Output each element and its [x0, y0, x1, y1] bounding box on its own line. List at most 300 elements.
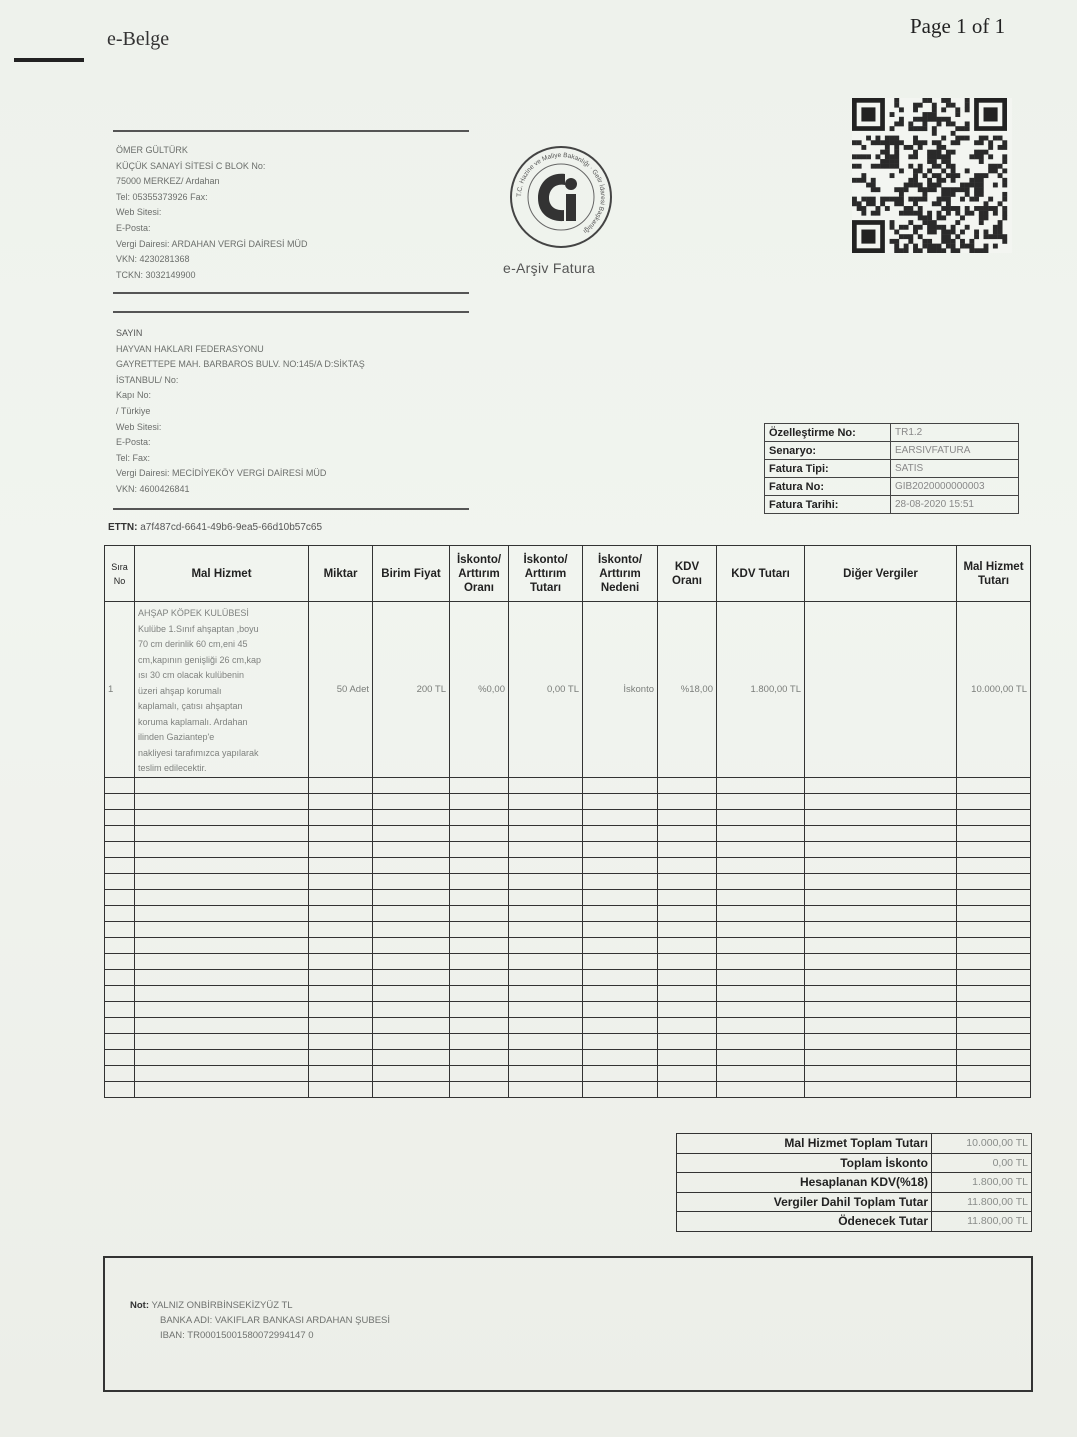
empty-cell — [135, 889, 309, 905]
empty-cell — [805, 857, 957, 873]
spec-value: GIB2020000000003 — [891, 478, 1019, 496]
spec-row — [765, 496, 1019, 514]
empty-cell — [805, 905, 957, 921]
empty-cell — [509, 1033, 583, 1049]
totals-row — [677, 1153, 1032, 1173]
empty-cell — [717, 809, 805, 825]
empty-cell — [105, 1049, 135, 1065]
empty-cell — [583, 985, 658, 1001]
empty-cell — [957, 1049, 1031, 1065]
table-row-empty — [105, 953, 1031, 969]
col-header-item: Mal Hizmet — [135, 546, 309, 602]
spec-key: Fatura Tarihi: — [765, 496, 891, 514]
spec-key: Fatura No: — [765, 478, 891, 496]
empty-cell — [373, 841, 450, 857]
empty-cell — [717, 921, 805, 937]
empty-cell — [309, 969, 373, 985]
empty-cell — [717, 1017, 805, 1033]
empty-cell — [717, 841, 805, 857]
empty-cell — [805, 1001, 957, 1017]
desc-line: ilinden Gaziantep'e — [138, 732, 215, 742]
col-header-vat-amount: KDV Tutarı — [717, 546, 805, 602]
table-row-empty — [105, 825, 1031, 841]
empty-cell — [509, 809, 583, 825]
empty-cell — [373, 1017, 450, 1033]
empty-cell — [658, 1001, 717, 1017]
empty-cell — [805, 793, 957, 809]
qr-code-icon — [852, 98, 1012, 253]
buyer-heading: SAYIN — [116, 328, 143, 338]
empty-cell — [805, 1065, 957, 1081]
empty-cell — [509, 825, 583, 841]
totals-label: Toplam İskonto — [677, 1153, 932, 1173]
empty-cell — [805, 841, 957, 857]
empty-cell — [583, 1065, 658, 1081]
empty-cell — [373, 809, 450, 825]
empty-cell — [135, 873, 309, 889]
cell-quantity: 50 Adet — [309, 602, 373, 778]
empty-cell — [583, 873, 658, 889]
empty-cell — [717, 857, 805, 873]
totals-value: 1.800,00 TL — [932, 1173, 1032, 1193]
table-row-empty — [105, 921, 1031, 937]
ettn-value: a7f487cd-6641-49b6-9ea5-66d10b57c65 — [140, 522, 323, 533]
empty-cell — [135, 809, 309, 825]
empty-cell — [309, 873, 373, 889]
empty-cell — [957, 793, 1031, 809]
empty-cell — [373, 969, 450, 985]
spec-row — [765, 442, 1019, 460]
empty-cell — [717, 953, 805, 969]
spec-value: TR1.2 — [891, 424, 1019, 442]
empty-cell — [373, 1049, 450, 1065]
table-row-empty — [105, 841, 1031, 857]
totals-label: Vergiler Dahil Toplam Tutar — [677, 1192, 932, 1212]
empty-cell — [373, 921, 450, 937]
spec-value: SATIS — [891, 460, 1019, 478]
totals-row — [677, 1134, 1032, 1154]
empty-cell — [373, 889, 450, 905]
note-label: Not: — [130, 1300, 149, 1311]
buyer-web: Web Sitesi: — [116, 421, 162, 432]
empty-cell — [105, 777, 135, 793]
buyer-vkn: VKN: 4600426841 — [116, 483, 190, 494]
ettn-label: ETTN: — [108, 522, 138, 533]
empty-cell — [658, 889, 717, 905]
table-row-empty — [105, 1017, 1031, 1033]
col-header-discount-reason: İskonto/ Arttırım Nedeni — [583, 546, 658, 602]
cell-discount-reason: İskonto — [583, 602, 658, 778]
empty-cell — [105, 985, 135, 1001]
empty-cell — [583, 905, 658, 921]
empty-cell — [717, 1001, 805, 1017]
empty-cell — [805, 825, 957, 841]
empty-cell — [309, 1049, 373, 1065]
empty-cell — [373, 1001, 450, 1017]
empty-cell — [805, 921, 957, 937]
buyer-tax-office: Vergi Dairesi: MECİDİYEKÖY VERGİ DAİRESİ MÜD — [116, 468, 327, 479]
spec-key: Özelleştirme No: — [765, 424, 891, 442]
empty-cell — [717, 889, 805, 905]
empty-cell — [658, 793, 717, 809]
empty-cell — [717, 1065, 805, 1081]
empty-cell — [509, 953, 583, 969]
totals-value: 11.800,00 TL — [932, 1212, 1032, 1232]
items-header-row — [105, 546, 1031, 602]
empty-cell — [957, 841, 1031, 857]
empty-cell — [135, 921, 309, 937]
col-header-no: Sıra No — [105, 546, 135, 602]
note-amount-words: YALNIZ ONBİRBİNSEKİZYÜZ TL — [151, 1300, 293, 1311]
empty-cell — [373, 985, 450, 1001]
desc-line: üzeri ahşap korumalı — [138, 685, 222, 696]
empty-cell — [957, 889, 1031, 905]
empty-cell — [658, 1065, 717, 1081]
empty-cell — [957, 1033, 1031, 1049]
empty-cell — [717, 985, 805, 1001]
empty-cell — [957, 825, 1031, 841]
empty-cell — [135, 1033, 309, 1049]
empty-cell — [583, 809, 658, 825]
empty-cell — [509, 1001, 583, 1017]
empty-cell — [450, 873, 509, 889]
totals-label: Mal Hizmet Toplam Tutarı — [677, 1134, 932, 1154]
seller-tax-office: Vergi Dairesi: ARDAHAN VERGİ DAİRESİ MÜD — [116, 238, 308, 249]
empty-cell — [717, 969, 805, 985]
col-header-discount-rate: İskonto/ Arttırım Oranı — [450, 546, 509, 602]
note-text — [130, 1298, 390, 1343]
empty-cell — [957, 1017, 1031, 1033]
empty-cell — [509, 937, 583, 953]
empty-cell — [450, 1065, 509, 1081]
empty-cell — [805, 809, 957, 825]
empty-cell — [658, 985, 717, 1001]
empty-cell — [717, 873, 805, 889]
edge-mark — [14, 58, 84, 62]
table-row-empty — [105, 873, 1031, 889]
empty-cell — [658, 1049, 717, 1065]
table-row-empty — [105, 1001, 1031, 1017]
empty-cell — [373, 953, 450, 969]
empty-cell — [658, 1081, 717, 1097]
empty-cell — [105, 873, 135, 889]
buyer-email: E-Posta: — [116, 437, 151, 448]
empty-cell — [957, 809, 1031, 825]
empty-cell — [658, 953, 717, 969]
spec-row — [765, 460, 1019, 478]
empty-cell — [450, 985, 509, 1001]
empty-cell — [509, 1049, 583, 1065]
empty-cell — [309, 793, 373, 809]
ettn — [108, 522, 322, 533]
empty-cell — [135, 1049, 309, 1065]
empty-cell — [105, 825, 135, 841]
empty-cell — [105, 953, 135, 969]
empty-cell — [658, 969, 717, 985]
empty-cell — [135, 1017, 309, 1033]
items-table — [104, 545, 1031, 1098]
empty-cell — [957, 1001, 1031, 1017]
empty-cell — [957, 873, 1031, 889]
totals-label: Hesaplanan KDV(%18) — [677, 1173, 932, 1193]
empty-cell — [717, 1049, 805, 1065]
empty-cell — [957, 937, 1031, 953]
page-number: Page 1 of 1 — [910, 14, 1006, 38]
empty-cell — [583, 857, 658, 873]
empty-cell — [373, 873, 450, 889]
empty-cell — [717, 777, 805, 793]
empty-cell — [805, 1081, 957, 1097]
table-row-empty — [105, 889, 1031, 905]
spec-key: Senaryo: — [765, 442, 891, 460]
empty-cell — [509, 777, 583, 793]
empty-cell — [309, 1017, 373, 1033]
empty-cell — [309, 889, 373, 905]
buyer-name: HAYVAN HAKLARI FEDERASYONU — [116, 343, 264, 354]
totals-value: 0,00 TL — [932, 1153, 1032, 1173]
empty-cell — [509, 1081, 583, 1097]
empty-cell — [135, 857, 309, 873]
seller-city: 75000 MERKEZ/ Ardahan — [116, 176, 220, 187]
empty-cell — [509, 841, 583, 857]
empty-cell — [957, 985, 1031, 1001]
empty-cell — [135, 777, 309, 793]
empty-cell — [717, 825, 805, 841]
empty-cell — [509, 873, 583, 889]
buyer-phone: Tel: Fax: — [116, 452, 151, 463]
empty-cell — [135, 1001, 309, 1017]
empty-cell — [135, 793, 309, 809]
totals-value: 10.000,00 TL — [932, 1134, 1032, 1154]
spec-value: EARSIVFATURA — [891, 442, 1019, 460]
empty-cell — [583, 793, 658, 809]
empty-cell — [957, 921, 1031, 937]
buyer-city: İSTANBUL/ No: — [116, 374, 179, 385]
empty-cell — [105, 969, 135, 985]
table-row-empty — [105, 937, 1031, 953]
empty-cell — [583, 841, 658, 857]
empty-cell — [105, 1081, 135, 1097]
empty-cell — [805, 937, 957, 953]
empty-cell — [717, 1033, 805, 1049]
empty-cell — [373, 1081, 450, 1097]
empty-cell — [658, 825, 717, 841]
empty-cell — [805, 953, 957, 969]
empty-cell — [583, 1017, 658, 1033]
desc-line: koruma kaplamalı. Ardahan — [138, 716, 248, 727]
empty-cell — [509, 1017, 583, 1033]
empty-cell — [309, 809, 373, 825]
empty-cell — [717, 905, 805, 921]
table-row-empty — [105, 809, 1031, 825]
divider — [113, 311, 469, 313]
spec-row — [765, 478, 1019, 496]
empty-cell — [658, 841, 717, 857]
empty-cell — [583, 969, 658, 985]
empty-cell — [373, 905, 450, 921]
empty-cell — [450, 905, 509, 921]
empty-cell — [309, 937, 373, 953]
seller-phone: Tel: 05355373926 Fax: — [116, 191, 208, 202]
empty-cell — [135, 905, 309, 921]
buyer-country: / Türkiye — [116, 405, 151, 416]
empty-cell — [135, 985, 309, 1001]
empty-cell — [583, 889, 658, 905]
empty-cell — [135, 1081, 309, 1097]
empty-cell — [309, 1065, 373, 1081]
empty-cell — [450, 1049, 509, 1065]
totals-row — [677, 1192, 1032, 1212]
empty-cell — [805, 873, 957, 889]
table-row-empty — [105, 905, 1031, 921]
seller-address: KÜÇÜK SANAYİ SİTESİ C BLOK No: — [116, 160, 266, 171]
empty-cell — [957, 969, 1031, 985]
empty-cell — [805, 1033, 957, 1049]
note-box — [103, 1256, 1033, 1392]
desc-line: ısı 30 cm olacak kulübenin — [138, 670, 245, 680]
empty-cell — [957, 857, 1031, 873]
empty-cell — [105, 809, 135, 825]
col-header-other-taxes: Diğer Vergiler — [805, 546, 957, 602]
empty-cell — [135, 937, 309, 953]
empty-cell — [309, 985, 373, 1001]
logo-ring-text: T.C. Hazine ve Maliye Bakanlığı · Gelir İdaresi Başkanlığı — [515, 151, 607, 235]
table-row-empty — [105, 1033, 1031, 1049]
totals-row — [677, 1173, 1032, 1193]
empty-cell — [805, 1017, 957, 1033]
empty-cell — [309, 825, 373, 841]
invoice-spec-table — [764, 423, 1019, 514]
empty-cell — [805, 969, 957, 985]
empty-cell — [450, 841, 509, 857]
empty-cell — [105, 1033, 135, 1049]
desc-line: AHŞAP KÖPEK KULÜBESİ — [138, 608, 249, 618]
buyer-address: GAYRETTEPE MAH. BARBAROS BULV. NO:145/A D:SİKTAŞ — [116, 359, 365, 370]
empty-cell — [105, 1001, 135, 1017]
divider — [113, 508, 469, 510]
empty-cell — [450, 809, 509, 825]
desc-line: kaplamalı, çatısı ahşaptan — [138, 701, 243, 711]
doc-label: e-Belge — [107, 28, 170, 50]
table-row-empty — [105, 793, 1031, 809]
empty-cell — [583, 825, 658, 841]
empty-cell — [583, 777, 658, 793]
empty-cell — [105, 905, 135, 921]
seller-web: Web Sitesi: — [116, 207, 162, 218]
empty-cell — [450, 937, 509, 953]
empty-cell — [805, 1049, 957, 1065]
empty-cell — [450, 889, 509, 905]
table-row-empty — [105, 969, 1031, 985]
cell-other-taxes — [805, 602, 957, 778]
totals-table — [676, 1133, 1032, 1232]
divider — [113, 130, 469, 132]
empty-cell — [105, 857, 135, 873]
seller-name: ÖMER GÜLTÜRK — [116, 145, 188, 155]
seller-vkn: VKN: 4230281368 — [116, 254, 190, 265]
cell-vat-amount: 1.800,00 TL — [717, 602, 805, 778]
empty-cell — [583, 937, 658, 953]
cell-discount-rate: %0,00 — [450, 602, 509, 778]
note-bank: BANKA ADI: VAKIFLAR BANKASI ARDAHAN ŞUBESİ — [160, 1315, 391, 1326]
empty-cell — [658, 1033, 717, 1049]
empty-cell — [450, 793, 509, 809]
empty-cell — [717, 1081, 805, 1097]
seller-info — [116, 143, 476, 283]
empty-cell — [450, 953, 509, 969]
totals-row — [677, 1212, 1032, 1232]
empty-cell — [309, 905, 373, 921]
note-iban: IBAN: TR00015001580072994147 0 — [160, 1330, 314, 1341]
empty-cell — [658, 937, 717, 953]
empty-cell — [658, 905, 717, 921]
desc-line: nakliyesi tarafımızca yapılarak — [138, 747, 259, 758]
col-header-discount-amount: İskonto/ Arttırım Tutarı — [509, 546, 583, 602]
spec-value: 28-08-2020 15:51 — [891, 496, 1019, 514]
empty-cell — [373, 777, 450, 793]
empty-cell — [583, 1033, 658, 1049]
cell-vat-rate: %18,00 — [658, 602, 717, 778]
table-row-empty — [105, 857, 1031, 873]
empty-cell — [105, 921, 135, 937]
buyer-door: Kapı No: — [116, 390, 152, 401]
empty-cell — [450, 777, 509, 793]
table-row-empty — [105, 1049, 1031, 1065]
empty-cell — [509, 1065, 583, 1081]
empty-cell — [583, 921, 658, 937]
empty-cell — [957, 953, 1031, 969]
empty-cell — [509, 857, 583, 873]
empty-cell — [135, 841, 309, 857]
table-row-empty — [105, 985, 1031, 1001]
empty-cell — [373, 793, 450, 809]
spec-row — [765, 424, 1019, 442]
empty-cell — [957, 905, 1031, 921]
empty-cell — [309, 921, 373, 937]
totals-label: Ödenecek Tutar — [677, 1212, 932, 1232]
empty-cell — [309, 777, 373, 793]
cell-discount-amount: 0,00 TL — [509, 602, 583, 778]
cell-total: 10.000,00 TL — [957, 602, 1031, 778]
empty-cell — [450, 921, 509, 937]
desc-line: 70 cm derinlik 60 cm,eni 45 — [138, 639, 248, 649]
empty-cell — [509, 985, 583, 1001]
empty-cell — [450, 969, 509, 985]
empty-cell — [957, 1065, 1031, 1081]
desc-line: cm,kapının genişliği 26 cm,kap — [138, 654, 262, 665]
empty-cell — [373, 1065, 450, 1081]
empty-cell — [509, 969, 583, 985]
col-header-quantity: Miktar — [309, 546, 373, 602]
empty-cell — [583, 953, 658, 969]
spec-key: Fatura Tipi: — [765, 460, 891, 478]
empty-cell — [105, 1017, 135, 1033]
empty-cell — [373, 937, 450, 953]
empty-cell — [717, 793, 805, 809]
empty-cell — [309, 857, 373, 873]
cell-no: 1 — [105, 602, 135, 778]
empty-cell — [105, 889, 135, 905]
empty-cell — [957, 1081, 1031, 1097]
seller-email: E-Posta: — [116, 222, 151, 233]
empty-cell — [658, 809, 717, 825]
empty-cell — [957, 777, 1031, 793]
table-row — [105, 602, 1031, 778]
empty-cell — [309, 1081, 373, 1097]
empty-cell — [450, 825, 509, 841]
empty-cell — [105, 841, 135, 857]
cell-unit-price: 200 TL — [373, 602, 450, 778]
